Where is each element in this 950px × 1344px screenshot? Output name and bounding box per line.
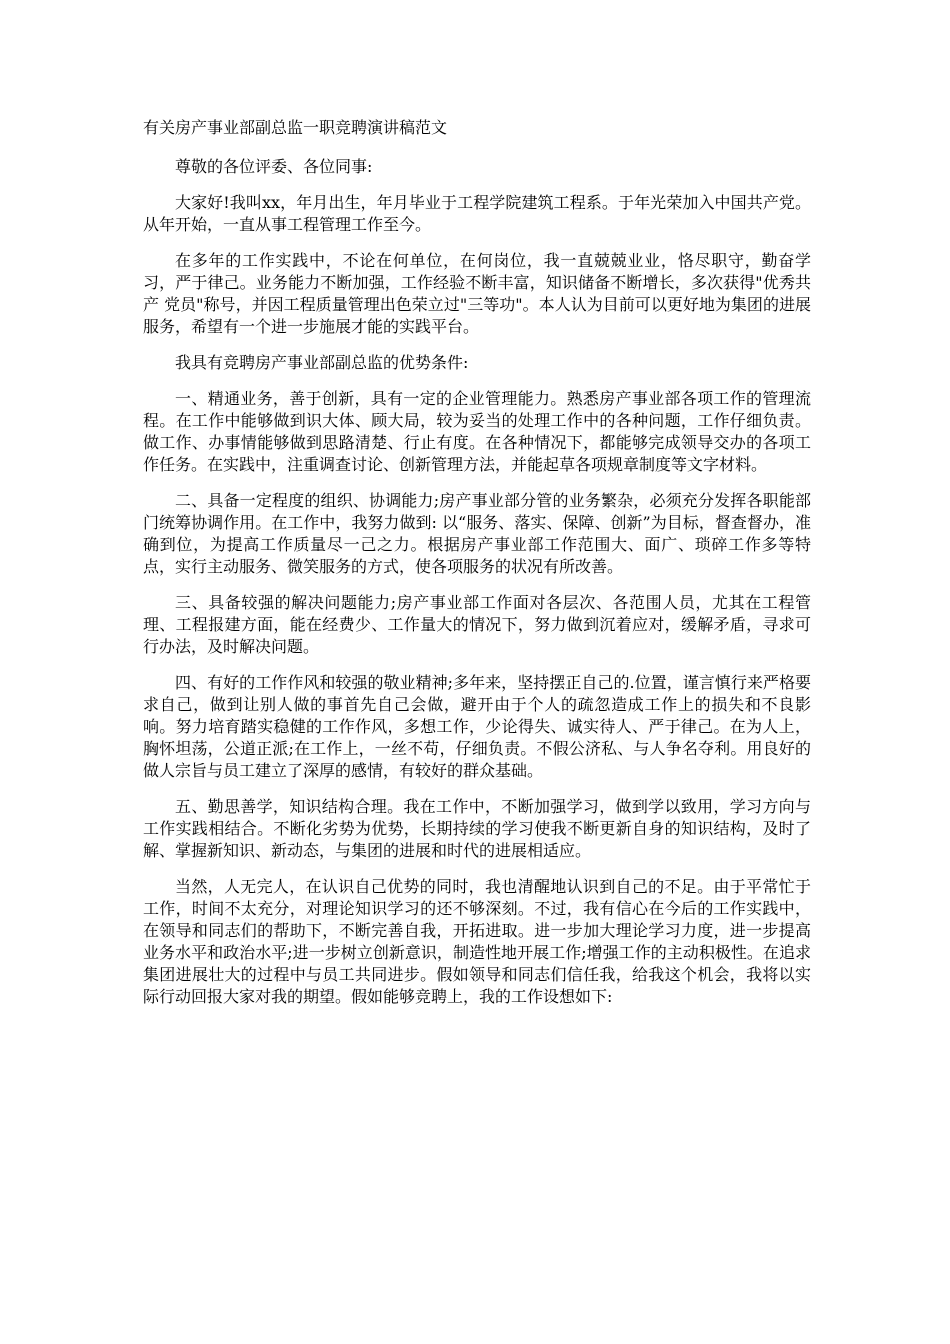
document-title: 有关房产事业部副总监一职竞聘演讲稿范文 xyxy=(143,118,448,137)
paragraph-advantage-2: 二、具备一定程度的组织、协调能力;房产事业部分管的业务繁杂，必须充分发挥各职能部门统筹协调作用。在工作中，我努力做到: 以“服务、落实、保障、创新”为目标，督查督办，准确到位，为提高工作质量尽一己之力。根据房产事业部工作范围大、面广、琐碎工作多等特点，实行主动服务、微笑服务的方式，使各项服务的状况有所改善。 xyxy=(143,491,811,576)
paragraph-shortcomings: 当然，人无完人，在认识自己优势的同时，我也清醒地认识到自己的不足。由于平常忙于工作，时间不太充分，对理论知识学习的还不够深刻。不过，我有信心在今后的工作实践中，在领导和同志们的帮助下，不断完善自我，开拓进取。进一步加大理论学习力度，进一步提高业务水平和政治水平;进一步树立创新意识，制造性地开展工作;增强工作的主动积极性。在追求集团进展壮大的过程中与员工共同进步。假如领导和同志们信任我，给我这个机会，我将以实际行动回报大家对我的期望。假如能够竞聘上，我的工作设想如下: xyxy=(143,877,811,1006)
document-page xyxy=(143,116,811,1022)
paragraph-advantage-3: 三、具备较强的解决问题能力;房产事业部工作面对各层次、各范围人员，尤其在工程管理、工程报建方面，能在经费少、工作量大的情况下，努力做到沉着应对，缓解矛盾，寻求可行办法，及时解决问题。 xyxy=(143,593,811,656)
paragraph-experience: 在多年的工作实践中，不论在何单位，在何岗位，我一直兢兢业业，恪尽职守，勤奋学习，严于律己。业务能力不断加强，工作经验不断丰富，知识储备不断增长，多次获得"优秀共产 党员"称号，并因工程质量管理出色荣立过"三等功"。本人认为目前可以更好地为集团的进展服务，希望有一个进一步施展才能的实践平台。 xyxy=(143,251,811,336)
paragraph-introduction: 大家好!我叫xx，年月出生，年月毕业于工程学院建筑工程系。于年光荣加入中国共产党。从年开始，一直从事工程管理工作至今。 xyxy=(143,193,811,234)
paragraph-advantage-5: 五、勤思善学，知识结构合理。我在工作中，不断加强学习，做到学以致用，学习方向与工作实践相结合。不断化劣势为优势，长期持续的学习使我不断更新自身的知识结构，及时了解、掌握新知识、新动态，与集团的进展和时代的进展相适应。 xyxy=(143,797,811,860)
paragraph-advantages-heading: 我具有竞聘房产事业部副总监的优势条件: xyxy=(175,353,469,372)
paragraph-advantage-4: 四、有好的工作作风和较强的敬业精神;多年来，坚持摆正自己的.位置，谨言慎行来严格要求自己，做到让别人做的事首先自己会做，避开由于个人的疏忽造成工作上的损失和不良影响。努力培育踏实稳健的工作作风，多想工作，少论得失、诚实待人、严于律己。在为人上，胸怀坦荡，公道正派;在工作上，一丝不苟，仔细负责。不假公济私、与人争名夺利。用良好的做人宗旨与员工建立了深厚的感情，有较好的群众基础。 xyxy=(143,673,811,780)
paragraph-advantage-1: 一、精通业务，善于创新，具有一定的企业管理能力。熟悉房产事业部各项工作的管理流程。在工作中能够做到识大体、顾大局，较为妥当的处理工作中的各种问题，工作仔细负责。做工作、办事情能够做到思路清楚、行止有度。在各种情况下，都能够完成领导交办的各项工作任务。在实践中，注重调查讨论、创新管理方法，并能起草各项规章制度等文字材料。 xyxy=(143,389,811,474)
salutation: 尊敬的各位评委、各位同事: xyxy=(175,157,373,176)
